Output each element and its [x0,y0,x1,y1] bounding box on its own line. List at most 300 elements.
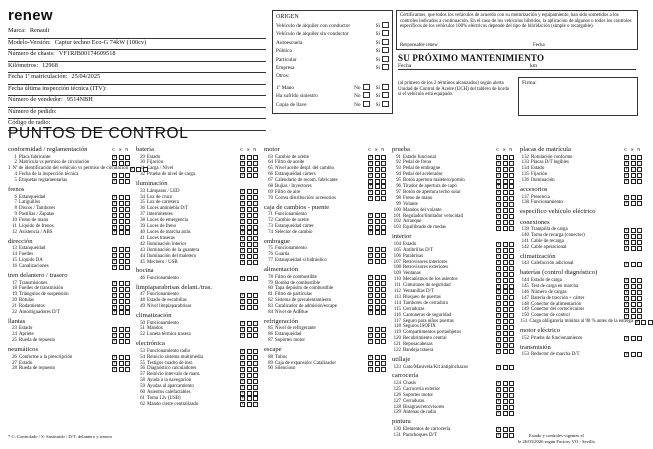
checkbox-controlado[interactable] [496,331,501,336]
origen-si-checkbox[interactable] [382,39,389,45]
checkbox-sustituido[interactable] [503,184,508,189]
checkbox-sustituido[interactable] [247,236,252,241]
checkbox-sustituido[interactable] [119,253,124,258]
origen-si-checkbox[interactable] [382,92,389,98]
checkbox-controlado[interactable] [368,259,373,264]
checkbox-sustituido[interactable] [375,225,380,230]
checkbox-controlado[interactable] [368,190,373,195]
checkbox-controlado[interactable] [624,262,629,267]
checkbox-no[interactable] [253,385,258,390]
checkbox-no[interactable] [381,167,386,172]
checkbox-sustituido[interactable] [247,333,252,338]
checkbox-sustituido[interactable] [503,278,508,283]
checkbox-controlado[interactable] [624,228,629,233]
checkbox-controlado[interactable] [240,161,245,166]
checkbox-no[interactable] [253,402,258,407]
checkbox-controlado[interactable] [112,333,117,338]
checkbox-no[interactable] [509,208,514,213]
checkbox-sustituido[interactable] [375,253,380,258]
checkbox-sustituido[interactable] [503,393,508,398]
checkbox-sustituido[interactable] [119,287,124,292]
checkbox-sustituido[interactable] [503,220,508,225]
checkbox-controlado[interactable] [624,284,629,289]
checkbox-sustituido[interactable] [247,276,252,281]
origen-si-checkbox[interactable] [382,22,389,28]
checkbox-sustituido[interactable] [503,325,508,330]
checkbox-controlado[interactable] [240,155,245,160]
checkbox-controlado[interactable] [368,184,373,189]
checkbox-controlado[interactable] [496,161,501,166]
origen-si-checkbox[interactable] [382,84,389,90]
checkbox-controlado[interactable] [496,190,501,195]
checkbox-controlado[interactable] [496,179,501,184]
checkbox-controlado[interactable] [240,385,245,390]
checkbox-sustituido[interactable] [247,379,252,384]
checkbox-no[interactable] [253,189,258,194]
checkbox-sustituido[interactable] [119,259,124,264]
checkbox-no[interactable] [253,276,258,281]
checkbox-controlado[interactable] [368,333,373,338]
checkbox-no[interactable] [253,260,258,265]
checkbox-sustituido[interactable] [247,167,252,172]
checkbox-controlado[interactable] [624,246,629,251]
checkbox-sustituido[interactable] [247,242,252,247]
checkbox-no[interactable] [509,242,514,247]
checkbox-controlado[interactable] [240,367,245,372]
checkbox-controlado[interactable] [624,179,629,184]
checkbox-controlado[interactable] [368,355,373,360]
checkbox-no[interactable] [509,387,514,392]
checkbox-no[interactable] [509,433,514,438]
checkbox-controlado[interactable] [112,230,117,235]
checkbox-sustituido[interactable] [247,225,252,230]
checkbox-sustituido[interactable] [631,155,636,160]
checkbox-sustituido[interactable] [503,196,508,201]
checkbox-sustituido[interactable] [503,307,508,312]
checkbox-controlado[interactable] [368,305,373,310]
checkbox-controlado[interactable] [240,402,245,407]
checkbox-no[interactable] [637,167,642,172]
checkbox-sustituido[interactable] [247,361,252,366]
checkbox-sustituido[interactable] [375,173,380,178]
checkbox-no[interactable] [381,293,386,298]
checkbox-no[interactable] [125,287,130,292]
checkbox-sustituido[interactable] [503,242,508,247]
checkbox-no[interactable] [253,242,258,247]
checkbox-controlado[interactable] [496,411,501,416]
checkbox-no[interactable] [509,214,514,219]
checkbox-no[interactable] [637,234,642,239]
checkbox-sustituido[interactable] [247,189,252,194]
checkbox-controlado[interactable] [624,234,629,239]
checkbox-sustituido[interactable] [247,367,252,372]
checkbox-sustituido[interactable] [375,219,380,224]
firma-box[interactable] [518,77,638,116]
checkbox-controlado[interactable] [624,352,629,357]
origen-si-checkbox[interactable] [382,101,389,107]
checkbox-no[interactable] [125,293,130,298]
checkbox-no[interactable] [253,173,258,178]
checkbox-controlado[interactable] [240,276,245,281]
origen-no-checkbox[interactable] [363,101,370,107]
checkbox-controlado[interactable] [240,361,245,366]
checkbox-sustituido[interactable] [503,313,508,318]
checkbox-sustituido[interactable] [503,381,508,386]
checkbox-no[interactable] [381,310,386,315]
checkbox-controlado[interactable] [496,248,501,253]
checkbox-controlado[interactable] [368,225,373,230]
checkbox-sustituido[interactable] [375,259,380,264]
checkbox-controlado[interactable] [240,355,245,360]
checkbox-no[interactable] [509,260,514,265]
checkbox-sustituido[interactable] [631,262,636,267]
checkbox-no[interactable] [253,349,258,354]
checkbox-controlado[interactable] [496,307,501,312]
checkbox-controlado[interactable] [496,325,501,330]
checkbox-sustituido[interactable] [503,266,508,271]
checkbox-sustituido[interactable] [247,305,252,310]
checkbox-no[interactable] [381,339,386,344]
checkbox-sustituido[interactable] [503,387,508,392]
checkbox-controlado[interactable] [112,219,117,224]
checkbox-no[interactable] [637,201,642,206]
checkbox-sustituido[interactable] [503,284,508,289]
checkbox-no[interactable] [381,247,386,252]
checkbox-no[interactable] [253,305,258,310]
checkbox-sustituido[interactable] [247,396,252,401]
checkbox-sustituido[interactable] [503,343,508,348]
checkbox-controlado[interactable] [624,240,629,245]
checkbox-sustituido[interactable] [375,184,380,189]
checkbox-no[interactable] [125,201,130,206]
checkbox-sustituido[interactable] [503,208,508,213]
checkbox-no[interactable] [637,314,642,319]
checkbox-sustituido[interactable] [247,161,252,166]
checkbox-controlado[interactable] [240,260,245,265]
checkbox-no[interactable] [509,349,514,354]
checkbox-sustituido[interactable] [503,289,508,294]
checkbox-sustituido[interactable] [247,207,252,212]
checkbox-no[interactable] [253,391,258,396]
checkbox-no[interactable] [381,179,386,184]
checkbox-sustituido[interactable] [375,367,380,372]
checkbox-sustituido[interactable] [631,173,636,178]
checkbox-controlado[interactable] [368,281,373,286]
checkbox-no[interactable] [253,396,258,401]
checkbox-no[interactable] [637,262,642,267]
checkbox-sustituido[interactable] [119,305,124,310]
checkbox-no[interactable] [637,296,642,301]
checkbox-sustituido[interactable] [375,247,380,252]
checkbox-controlado[interactable] [368,299,373,304]
checkbox-sustituido[interactable] [247,173,252,178]
checkbox-sustituido[interactable] [503,399,508,404]
checkbox-controlado[interactable] [496,301,501,306]
checkbox-sustituido[interactable] [631,352,636,357]
checkbox-no[interactable] [125,219,130,224]
checkbox-controlado[interactable] [240,201,245,206]
checkbox-controlado[interactable] [240,349,245,354]
checkbox-controlado[interactable] [240,225,245,230]
checkbox-sustituido[interactable] [503,260,508,265]
checkbox-no[interactable] [637,308,642,313]
checkbox-no[interactable] [637,284,642,289]
checkbox-no[interactable] [125,155,130,160]
checkbox-no[interactable] [125,173,130,178]
checkbox-sustituido[interactable] [375,339,380,344]
checkbox-sustituido[interactable] [247,299,252,304]
checkbox-controlado[interactable] [496,208,501,213]
checkbox-controlado[interactable] [496,167,501,172]
checkbox-sustituido[interactable] [631,240,636,245]
checkbox-sustituido[interactable] [631,290,636,295]
checkbox-sustituido[interactable] [247,385,252,390]
checkbox-controlado[interactable] [368,196,373,201]
checkbox-no[interactable] [253,299,258,304]
checkbox-controlado[interactable] [240,293,245,298]
checkbox-controlado[interactable] [240,173,245,178]
checkbox-controlado[interactable] [112,259,117,264]
checkbox-sustituido[interactable] [119,219,124,224]
checkbox-no[interactable] [509,220,514,225]
checkbox-sustituido[interactable] [631,234,636,239]
checkbox-controlado[interactable] [496,226,501,231]
checkbox-no[interactable] [381,253,386,258]
checkbox-controlado[interactable] [112,327,117,332]
checkbox-no[interactable] [637,278,642,283]
checkbox-sustituido[interactable] [375,155,380,160]
checkbox-no[interactable] [125,310,130,315]
checkbox-controlado[interactable] [368,230,373,235]
checkbox-no[interactable] [637,352,642,357]
checkbox-controlado[interactable] [496,405,501,410]
checkbox-controlado[interactable] [112,339,117,344]
checkbox-sustituido[interactable] [119,327,124,332]
checkbox-sustituido[interactable] [247,402,252,407]
checkbox-no[interactable] [253,161,258,166]
checkbox-no[interactable] [253,379,258,384]
checkbox-controlado[interactable] [240,321,245,326]
checkbox-controlado[interactable] [624,155,629,160]
checkbox-sustituido[interactable] [503,349,508,354]
checkbox-sustituido[interactable] [247,373,252,378]
checkbox-no[interactable] [253,195,258,200]
checkbox-controlado[interactable] [240,242,245,247]
origen-no-checkbox[interactable] [363,84,370,90]
checkbox-sustituido[interactable] [631,308,636,313]
checkbox-sustituido[interactable] [503,248,508,253]
checkbox-controlado[interactable] [112,155,117,160]
checkbox-sustituido[interactable] [119,265,124,270]
checkbox-controlado[interactable] [240,305,245,310]
checkbox-no[interactable] [509,266,514,271]
checkbox-sustituido[interactable] [503,202,508,207]
checkbox-sustituido[interactable] [119,299,124,304]
checkbox-controlado[interactable] [368,213,373,218]
checkbox-no[interactable] [381,327,386,332]
checkbox-no[interactable] [637,155,642,160]
checkbox-no[interactable] [125,259,130,264]
checkbox-sustituido[interactable] [247,355,252,360]
checkbox-sustituido[interactable] [631,195,636,200]
checkbox-controlado[interactable] [496,196,501,201]
checkbox-no[interactable] [509,427,514,432]
checkbox-no[interactable] [253,213,258,218]
origen-si-checkbox[interactable] [382,56,389,62]
checkbox-no[interactable] [509,155,514,160]
checkbox-no[interactable] [381,173,386,178]
checkbox-no[interactable] [509,301,514,306]
checkbox-controlado[interactable] [240,379,245,384]
checkbox-no[interactable] [253,355,258,360]
checkbox-controlado[interactable] [368,293,373,298]
checkbox-no[interactable] [509,319,514,324]
checkbox-sustituido[interactable] [631,167,636,172]
checkbox-controlado[interactable] [496,337,501,342]
checkbox-controlado[interactable] [496,381,501,386]
checkbox-sustituido[interactable] [375,333,380,338]
checkbox-controlado[interactable] [112,281,117,286]
checkbox-no[interactable] [637,173,642,178]
checkbox-controlado[interactable] [496,427,501,432]
checkbox-controlado[interactable] [624,290,629,295]
checkbox-controlado[interactable] [624,308,629,313]
checkbox-controlado[interactable] [240,391,245,396]
checkbox-no[interactable] [381,259,386,264]
checkbox-controlado[interactable] [368,155,373,160]
checkbox-sustituido[interactable] [631,302,636,307]
checkbox-sustituido[interactable] [247,327,252,332]
checkbox-controlado[interactable] [635,320,640,325]
checkbox-no[interactable] [509,161,514,166]
checkbox-no[interactable] [509,365,514,370]
checkbox-controlado[interactable] [496,399,501,404]
checkbox-no[interactable] [381,355,386,360]
checkbox-sustituido[interactable] [375,310,380,315]
checkbox-sustituido[interactable] [247,195,252,200]
checkbox-no[interactable] [125,361,130,366]
checkbox-controlado[interactable] [112,355,117,360]
checkbox-no[interactable] [509,325,514,330]
checkbox-sustituido[interactable] [119,281,124,286]
checkbox-sustituido[interactable] [503,167,508,172]
checkbox-no[interactable] [125,333,130,338]
checkbox-no[interactable] [125,265,130,270]
checkbox-no[interactable] [381,333,386,338]
checkbox-controlado[interactable] [496,266,501,271]
checkbox-no[interactable] [381,287,386,292]
checkbox-sustituido[interactable] [631,161,636,166]
checkbox-sustituido[interactable] [119,247,124,252]
checkbox-no[interactable] [509,226,514,231]
checkbox-controlado[interactable] [112,299,117,304]
checkbox-sustituido[interactable] [375,161,380,166]
checkbox-sustituido[interactable] [503,427,508,432]
checkbox-sustituido[interactable] [375,299,380,304]
checkbox-controlado[interactable] [368,179,373,184]
checkbox-controlado[interactable] [624,302,629,307]
checkbox-no[interactable] [509,331,514,336]
checkbox-sustituido[interactable] [247,293,252,298]
checkbox-no[interactable] [125,339,130,344]
checkbox-no[interactable] [125,253,130,258]
checkbox-no[interactable] [509,254,514,259]
checkbox-no[interactable] [509,190,514,195]
checkbox-sustituido[interactable] [375,230,380,235]
checkbox-no[interactable] [125,367,130,372]
checkbox-sustituido[interactable] [247,391,252,396]
checkbox-no[interactable] [381,219,386,224]
checkbox-controlado[interactable] [240,248,245,253]
checkbox-sustituido[interactable] [631,314,636,319]
checkbox-no[interactable] [125,179,130,184]
checkbox-sustituido[interactable] [247,230,252,235]
checkbox-controlado[interactable] [112,253,117,258]
checkbox-sustituido[interactable] [375,196,380,201]
checkbox-no[interactable] [253,219,258,224]
checkbox-controlado[interactable] [368,167,373,172]
checkbox-controlado[interactable] [368,310,373,315]
checkbox-no[interactable] [509,196,514,201]
checkbox-controlado[interactable] [240,373,245,378]
checkbox-no[interactable] [381,161,386,166]
checkbox-controlado[interactable] [496,343,501,348]
checkbox-controlado[interactable] [240,396,245,401]
checkbox-no[interactable] [253,248,258,253]
checkbox-no[interactable] [381,367,386,372]
checkbox-sustituido[interactable] [503,405,508,410]
checkbox-controlado[interactable] [496,254,501,259]
checkbox-controlado[interactable] [496,272,501,277]
checkbox-no[interactable] [637,302,642,307]
checkbox-controlado[interactable] [240,254,245,259]
checkbox-sustituido[interactable] [375,190,380,195]
checkbox-no[interactable] [125,230,130,235]
checkbox-controlado[interactable] [496,278,501,283]
checkbox-controlado[interactable] [624,195,629,200]
checkbox-no[interactable] [125,247,130,252]
checkbox-sustituido[interactable] [503,337,508,342]
checkbox-no[interactable] [253,367,258,372]
checkbox-no[interactable] [125,225,130,230]
checkbox-controlado[interactable] [112,201,117,206]
checkbox-sustituido[interactable] [641,320,646,325]
checkbox-sustituido[interactable] [375,281,380,286]
checkbox-sustituido[interactable] [119,225,124,230]
checkbox-sustituido[interactable] [375,293,380,298]
origen-si-checkbox[interactable] [382,47,389,53]
checkbox-no[interactable] [637,228,642,233]
checkbox-sustituido[interactable] [119,207,124,212]
checkbox-sustituido[interactable] [119,333,124,338]
checkbox-sustituido[interactable] [247,321,252,326]
checkbox-no[interactable] [381,155,386,160]
checkbox-sustituido[interactable] [247,213,252,218]
checkbox-controlado[interactable] [624,201,629,206]
checkbox-controlado[interactable] [240,195,245,200]
checkbox-controlado[interactable] [624,278,629,283]
checkbox-no[interactable] [381,213,386,218]
checkbox-controlado[interactable] [368,367,373,372]
checkbox-controlado[interactable] [112,225,117,230]
checkbox-controlado[interactable] [368,247,373,252]
checkbox-no[interactable] [125,281,130,286]
checkbox-sustituido[interactable] [119,339,124,344]
checkbox-no[interactable] [381,184,386,189]
checkbox-controlado[interactable] [112,173,117,178]
checkbox-sustituido[interactable] [119,173,124,178]
checkbox-controlado[interactable] [496,284,501,289]
